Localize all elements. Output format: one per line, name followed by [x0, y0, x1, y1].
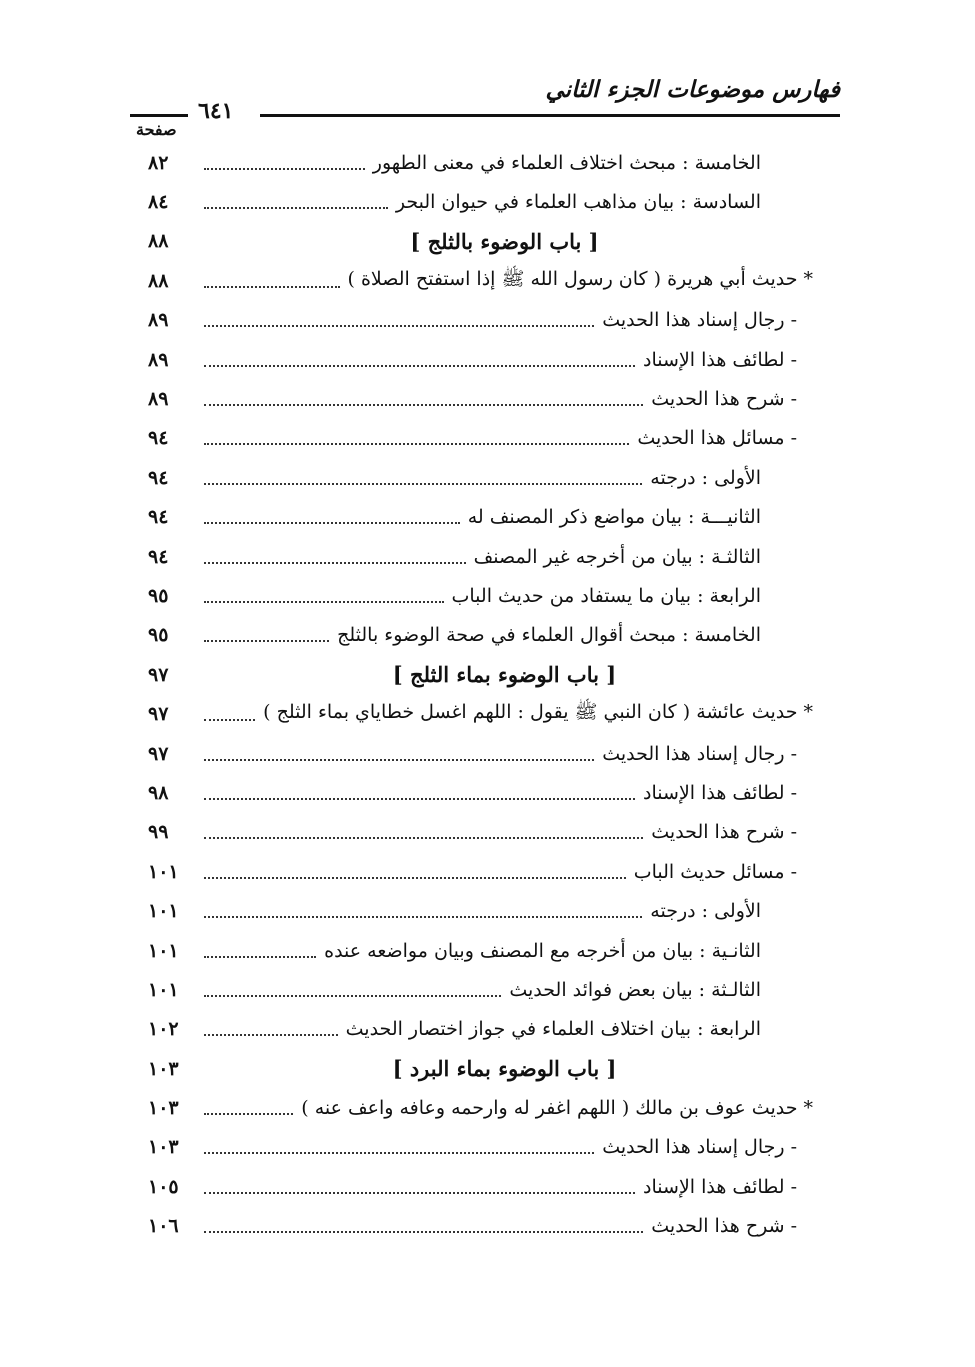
toc-page-number: ٩٤	[148, 506, 169, 529]
toc-page-number: ١٠٣	[148, 1057, 179, 1080]
page-column-label: صفحة	[136, 120, 177, 139]
toc-page-number: ٩٤	[148, 427, 169, 450]
toc-page-number: ٨٩	[148, 309, 169, 332]
toc-entry	[148, 931, 813, 970]
toc-dot-leader	[204, 877, 626, 879]
toc-entry-title: الرابعة : بيان اختلاف العلماء في جواز اختصار الحديث	[345, 1018, 761, 1041]
toc-page-number: ١٠٣	[148, 1136, 179, 1159]
toc-entry-title: الأولى : درجته	[650, 900, 761, 923]
toc-entry	[148, 852, 813, 891]
toc-dot-leader	[204, 168, 365, 170]
toc-dot-leader	[204, 837, 643, 839]
toc-entry-title: الأولى : درجته	[650, 466, 761, 489]
toc-entry	[148, 537, 813, 576]
toc-entry-title: - شرح هذا الحديث	[651, 1215, 797, 1238]
toc-entry-title: [ باب الوضوء بالثلج ]	[410, 228, 599, 254]
toc-page-number: ٩٥	[148, 624, 169, 647]
toc-entry-title: السادسة : بيان مذاهب العلماء في حيوان البحر	[395, 191, 761, 214]
toc-entry-title: الخامسة : مبحث أقوال العلماء في صحة الوضوء بالثلج	[337, 624, 761, 647]
toc-dot-leader	[204, 325, 594, 327]
toc-dot-leader	[204, 522, 460, 524]
toc-entry	[148, 694, 813, 733]
toc-dot-leader	[204, 798, 635, 800]
toc-entry-title: الخامسة : مبحث اختلاف العلماء في معنى الطهور	[372, 151, 761, 174]
toc-dot-leader	[204, 995, 501, 997]
toc-section-heading	[148, 1049, 813, 1088]
toc-dot-leader	[204, 443, 629, 445]
toc-page-number: ١٠١	[148, 939, 179, 962]
toc-entry	[148, 616, 813, 655]
toc-entry-title: - مسائل حديث الباب	[633, 860, 797, 883]
toc-entry	[148, 734, 813, 773]
toc-entry	[148, 970, 813, 1009]
toc-dot-leader	[204, 1192, 635, 1194]
toc-entry-title: الثالـثة : بيان بعض فوائد الحديث	[509, 978, 761, 1001]
toc-page-number: ٨٢	[148, 151, 169, 174]
toc-entry-title: - رجال إسناد هذا الحديث	[602, 742, 797, 765]
toc-dot-leader	[204, 640, 329, 642]
toc-dot-leader	[204, 719, 255, 721]
toc-entry-title: الرابعة : بيان ما يستفاد من حديث الباب	[451, 584, 761, 607]
toc-dot-leader	[204, 759, 594, 761]
toc-page-number: ١٠١	[148, 978, 179, 1001]
toc-dot-leader	[204, 404, 643, 406]
toc-entry	[148, 1010, 813, 1049]
toc-dot-leader	[204, 286, 340, 288]
toc-entry-title: [ باب الوضوء بماء الثلج ]	[392, 662, 617, 688]
toc-entry-title: - شرح هذا الحديث	[651, 821, 797, 844]
toc-entry-title: - مسائل هذا الحديث	[637, 427, 797, 450]
toc-entry	[148, 1088, 813, 1127]
toc-entry	[148, 340, 813, 379]
toc-page-number: ٨٨	[148, 269, 169, 292]
page-header	[130, 70, 840, 139]
toc-dot-leader	[204, 956, 316, 958]
page-number: ٦٤١	[198, 98, 234, 124]
toc-page-number: ١٠٣	[148, 1097, 179, 1120]
toc-page-number: ٩٧	[148, 663, 169, 686]
toc-page-number: ١٠١	[148, 900, 179, 923]
toc-entry	[148, 379, 813, 418]
toc-entry	[148, 182, 813, 221]
toc-entry-title: الثانيـــة : بيان مواضع ذكر المصنف له	[467, 506, 761, 529]
toc-dot-leader	[204, 483, 642, 485]
toc-dot-leader	[204, 1152, 594, 1154]
toc-entry-title: - لطائف هذا الإسناد	[643, 348, 797, 371]
toc-entry	[148, 1128, 813, 1167]
toc-entry-title: الثالثـة : بيان من أخرجه غير المصنف	[473, 545, 761, 568]
toc-page-number: ٩٤	[148, 545, 169, 568]
toc-page-number: ٨٤	[148, 191, 169, 214]
toc-entry-title: - رجال إسناد هذا الحديث	[602, 1136, 797, 1159]
toc-page-number: ٨٩	[148, 388, 169, 411]
header-title: فهارس موضوعات الجزء الثاني	[545, 76, 840, 103]
toc-dot-leader	[204, 601, 444, 603]
toc-entry	[148, 773, 813, 812]
toc-section-heading	[148, 222, 813, 261]
toc-page-number: ٩٩	[148, 821, 169, 844]
toc-page-number: ٨٩	[148, 348, 169, 371]
toc-entry-title: [ باب الوضوء بماء البرد ]	[392, 1056, 617, 1082]
toc-page-number: ١٠٥	[148, 1175, 179, 1198]
toc-entry	[148, 458, 813, 497]
toc-entry	[148, 891, 813, 930]
toc-page-number: ٩٨	[148, 781, 169, 804]
toc-dot-leader	[204, 562, 466, 564]
header-rule	[260, 114, 840, 117]
toc-entry	[148, 1207, 813, 1246]
toc-dot-leader	[204, 916, 642, 918]
toc-page-number: ٩٧	[148, 742, 169, 765]
toc-entry	[148, 498, 813, 537]
toc-section-heading	[148, 655, 813, 694]
toc-entry	[148, 143, 813, 182]
toc-entry-title: الثانـية : بيان من أخرجه مع المصنف وبيان مواضعه عنده	[324, 939, 761, 962]
page-number-rule	[130, 114, 188, 117]
toc-entry-title: - لطائف هذا الإسناد	[643, 781, 797, 804]
table-of-contents	[148, 143, 813, 1246]
toc-page-number: ١٠١	[148, 860, 179, 883]
toc-entry-title: - رجال إسناد هذا الحديث	[602, 309, 797, 332]
toc-page-number: ٨٨	[148, 230, 169, 253]
toc-dot-leader	[204, 207, 388, 209]
toc-entry	[148, 576, 813, 615]
toc-dot-leader	[204, 1113, 293, 1115]
toc-entry-title: - لطائف هذا الإسناد	[643, 1175, 797, 1198]
toc-entry	[148, 301, 813, 340]
toc-page-number: ٩٤	[148, 466, 169, 489]
toc-entry	[148, 419, 813, 458]
toc-dot-leader	[204, 1034, 338, 1036]
toc-entry	[148, 1167, 813, 1206]
toc-entry-title: * حديث عائشة ( كان النبي ﷺ يقول : اللهم اغسل خطاياي بماء الثلج )	[263, 701, 813, 724]
toc-page-number: ١٠٢	[148, 1018, 179, 1041]
toc-page-number: ١٠٦	[148, 1215, 179, 1238]
toc-entry-title: * حديث عوف بن مالك ( اللهم اغفر له وارحمه وعافه واعف عنه )	[301, 1097, 813, 1120]
toc-entry-title: * حديث أبي هريرة ( كان رسول الله ﷺ إذا استفتح الصلاة )	[347, 267, 813, 290]
toc-dot-leader	[204, 1231, 643, 1233]
toc-page-number: ٩٥	[148, 584, 169, 607]
toc-entry-title: - شرح هذا الحديث	[651, 388, 797, 411]
toc-entry	[148, 261, 813, 300]
toc-entry	[148, 813, 813, 852]
toc-page-number: ٩٧	[148, 703, 169, 726]
toc-dot-leader	[204, 365, 635, 367]
